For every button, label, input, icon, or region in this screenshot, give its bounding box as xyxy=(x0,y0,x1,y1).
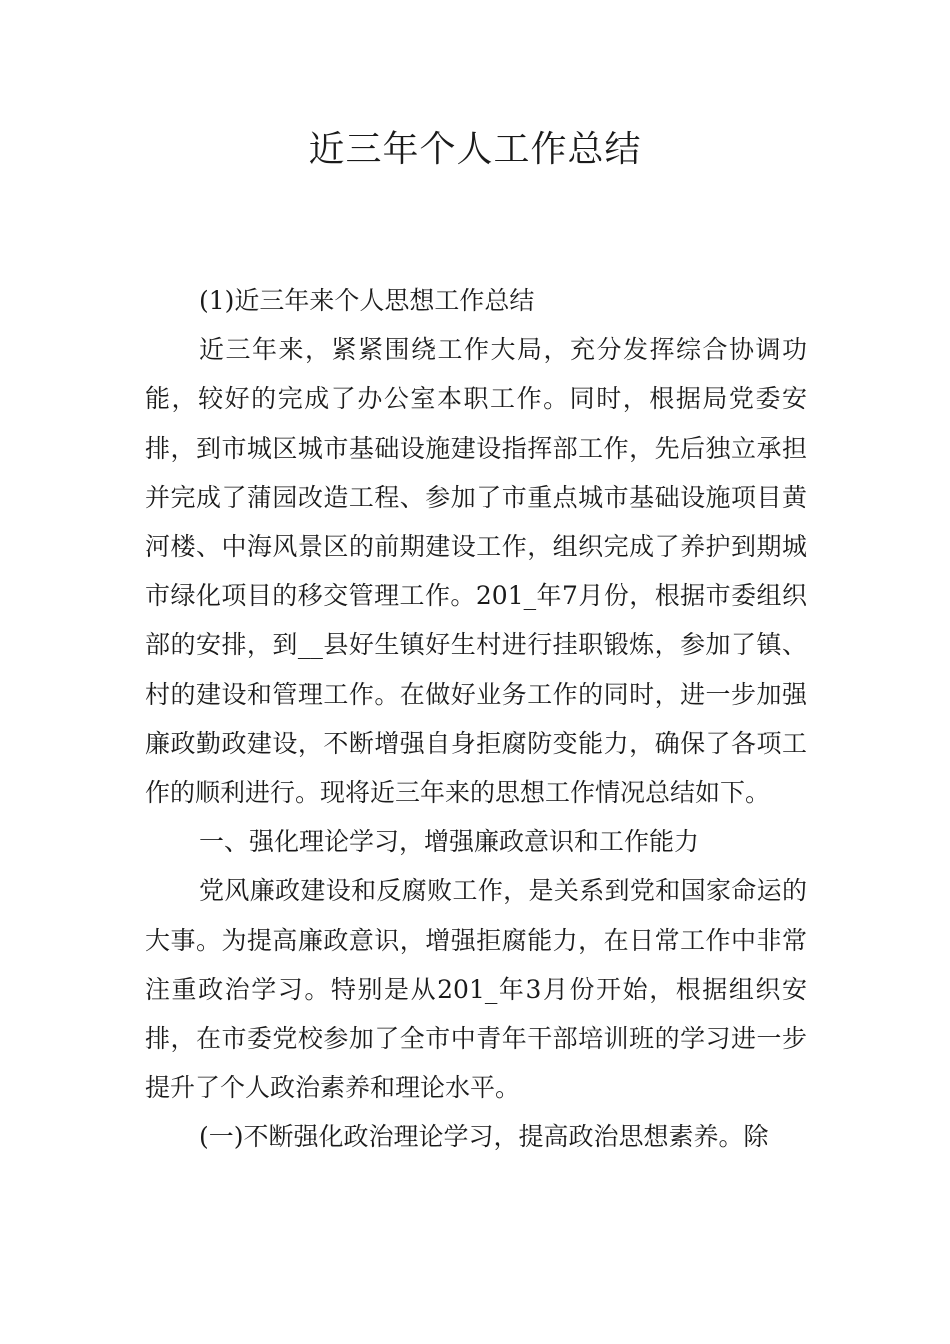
body-paragraph: (一)不断强化政治理论学习，提高政治思想素养。除 xyxy=(199,1122,769,1152)
body-paragraph: 党风廉政建设和反腐败工作，是关系到党和国家命运的大事。为提高廉政意识，增强拒腐能力，在日常工作中非常注重政治学习。特别是从201_年3月份开始，根据组织安排，在市委党校参加了全市中青年干部培训班的学习进一步提升了个人政治素养和理论水平。 xyxy=(145,876,807,1103)
body-paragraph: 近三年来，紧紧围绕工作大局，充分发挥综合协调功能，较好的完成了办公室本职工作。同时，根据局党委安排，到市城区城市基础设施建设指挥部工作，先后独立承担并完成了蒲园改造工程、参加了市重点城市基础设施项目黄河楼、中海风景区的前期建设工作，组织完成了养护到期城市绿化项目的移交管理工作。201_年7月份，根据市委组织部的安排，到__县好生镇好生村进行挂职锻炼，参加了镇、村的建设和管理工作。在做好业务工作的同时，进一步加强廉政勤政建设，不断增强自身拒腐防变能力，确保了各项工作的顺利进行。现将近三年来的思想工作情况总结如下。 xyxy=(145,335,807,808)
document-body xyxy=(145,276,807,1162)
document-title: 近三年个人工作总结 xyxy=(308,129,642,170)
section-heading: (1)近三年来个人思想工作总结 xyxy=(199,286,535,315)
section-heading: 一、强化理论学习，增强廉政意识和工作能力 xyxy=(199,827,700,857)
